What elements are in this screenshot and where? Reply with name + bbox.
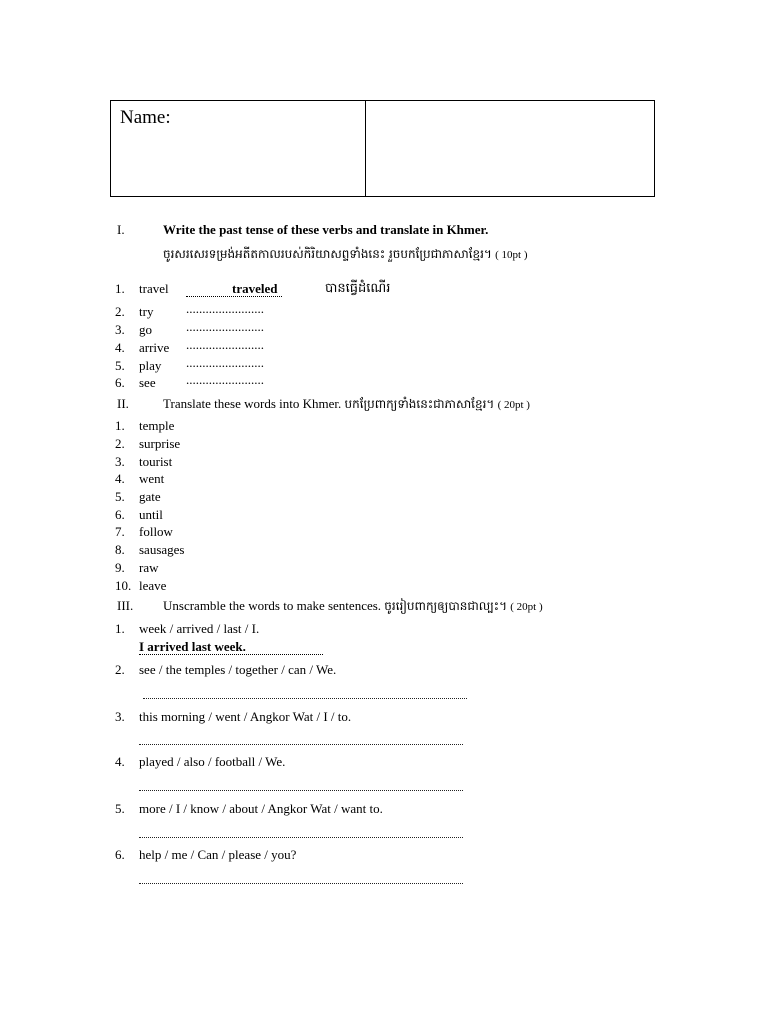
list-number: 5. <box>115 801 125 816</box>
section-2-points: ( 20pt ) <box>497 399 530 411</box>
word: surprise <box>139 436 181 451</box>
word: follow <box>139 524 173 539</box>
scrambled-words: this morning / went / Angkor Wat / I / to. <box>139 709 352 724</box>
list-item <box>0 372 768 391</box>
list-item <box>0 662 768 678</box>
section-3-heading <box>117 598 543 616</box>
word: temple <box>139 418 175 433</box>
verb: play <box>139 358 162 373</box>
section-2-heading <box>117 396 530 414</box>
list-number: 3. <box>115 709 125 724</box>
section-1-khmer: ចូរសរសេរទម្រង់អតីតកាលរបស់កិរិយាសព្ទទាំងនេះ រួចបកប្រែជាភាសាខ្មែរ។ <box>163 247 492 261</box>
verb: go <box>139 322 152 337</box>
scrambled-words: week / arrived / last / I. <box>139 621 260 636</box>
list-number: 4. <box>115 471 125 486</box>
answer-line[interactable] <box>139 790 463 791</box>
list-number: 9. <box>115 560 125 575</box>
list-number: 4. <box>115 754 125 769</box>
word: gate <box>139 489 161 504</box>
section-1-heading <box>117 222 488 238</box>
list-item <box>0 801 768 817</box>
list-number: 6. <box>115 375 125 390</box>
list-number: 4. <box>115 340 125 355</box>
example-answer: I arrived last week. <box>139 639 246 654</box>
list-number: 10. <box>115 578 132 593</box>
name-label: Name: <box>120 107 171 128</box>
answer-line[interactable] <box>139 883 463 884</box>
section-3-example-row <box>0 621 768 637</box>
list-item <box>0 524 300 540</box>
section-1-points: ( 10pt ) <box>495 249 528 261</box>
verb: see <box>139 375 156 390</box>
verb: arrive <box>139 340 170 355</box>
section-2-number: II. <box>117 396 129 411</box>
list-number: 2. <box>115 304 125 319</box>
list-item <box>0 436 300 452</box>
verb: try <box>139 304 154 319</box>
list-item <box>0 337 768 356</box>
section-3-khmer: ចូររៀបពាក្យឲ្យបានជាល្បះ។ <box>384 599 507 613</box>
section-1-example-row <box>0 281 768 299</box>
list-number: 1. <box>115 621 125 636</box>
section-1-title: Write the past tense of these verbs and translate in Khmer. <box>163 222 489 237</box>
answer-blank[interactable]: ........................ <box>186 301 264 316</box>
list-item <box>0 847 768 863</box>
example-answer: traveled <box>232 281 278 296</box>
list-item <box>0 418 300 434</box>
word: tourist <box>139 454 173 469</box>
section-1-number: I. <box>117 222 125 237</box>
section-3-title: Unscramble the words to make sentences. <box>163 598 382 613</box>
answer-blank[interactable]: ........................ <box>186 319 264 334</box>
list-item <box>0 507 300 523</box>
list-number: 6. <box>115 847 125 862</box>
list-item <box>0 454 300 470</box>
list-number: 1. <box>115 281 125 296</box>
list-item <box>0 355 768 374</box>
list-item <box>0 578 300 594</box>
word: until <box>139 507 163 522</box>
list-item <box>0 319 768 338</box>
list-item <box>0 489 300 505</box>
list-item <box>0 709 768 725</box>
name-box <box>110 100 655 197</box>
list-number: 2. <box>115 436 125 451</box>
example-khmer: បានធ្វើដំណើរ <box>325 281 391 296</box>
word: went <box>139 471 165 486</box>
answer-line[interactable] <box>139 837 463 838</box>
list-number: 1. <box>115 418 125 433</box>
blank-cell[interactable] <box>366 101 654 196</box>
word: sausages <box>139 542 185 557</box>
section-2-khmer: បកប្រែពាក្យទាំងនេះជាភាសាខ្មែរ។ <box>344 397 495 411</box>
list-item <box>0 560 300 576</box>
verb: travel <box>139 281 169 296</box>
answer-line[interactable] <box>143 698 467 699</box>
section-3-number: III. <box>117 598 134 613</box>
answer-blank[interactable]: ........................ <box>186 337 264 352</box>
scrambled-words: more / I / know / about / Angkor Wat / want to. <box>139 801 383 816</box>
section-3-points: ( 20pt ) <box>510 601 543 613</box>
answer-blank[interactable]: ........................ <box>186 372 264 387</box>
name-cell[interactable] <box>111 101 366 196</box>
answer-line[interactable] <box>139 744 463 745</box>
scrambled-words: played / also / football / We. <box>139 754 286 769</box>
section-1-instruction <box>163 246 527 264</box>
list-number: 5. <box>115 489 125 504</box>
list-item <box>0 471 300 487</box>
word: leave <box>139 578 167 593</box>
list-number: 3. <box>115 454 125 469</box>
section-2-title: Translate these words into Khmer. <box>163 396 342 411</box>
list-item <box>0 301 768 320</box>
example-answer-line <box>139 639 323 655</box>
list-item <box>0 542 300 558</box>
word: raw <box>139 560 159 575</box>
list-item <box>0 754 768 770</box>
list-number: 3. <box>115 322 125 337</box>
list-number: 6. <box>115 507 125 522</box>
answer-blank[interactable]: ........................ <box>186 355 264 370</box>
list-number: 7. <box>115 524 125 539</box>
scrambled-words: help / me / Can / please / you? <box>139 847 297 862</box>
list-number: 8. <box>115 542 125 557</box>
list-number: 2. <box>115 662 125 677</box>
scrambled-words: see / the temples / together / can / We. <box>139 662 337 677</box>
list-number: 5. <box>115 358 125 373</box>
